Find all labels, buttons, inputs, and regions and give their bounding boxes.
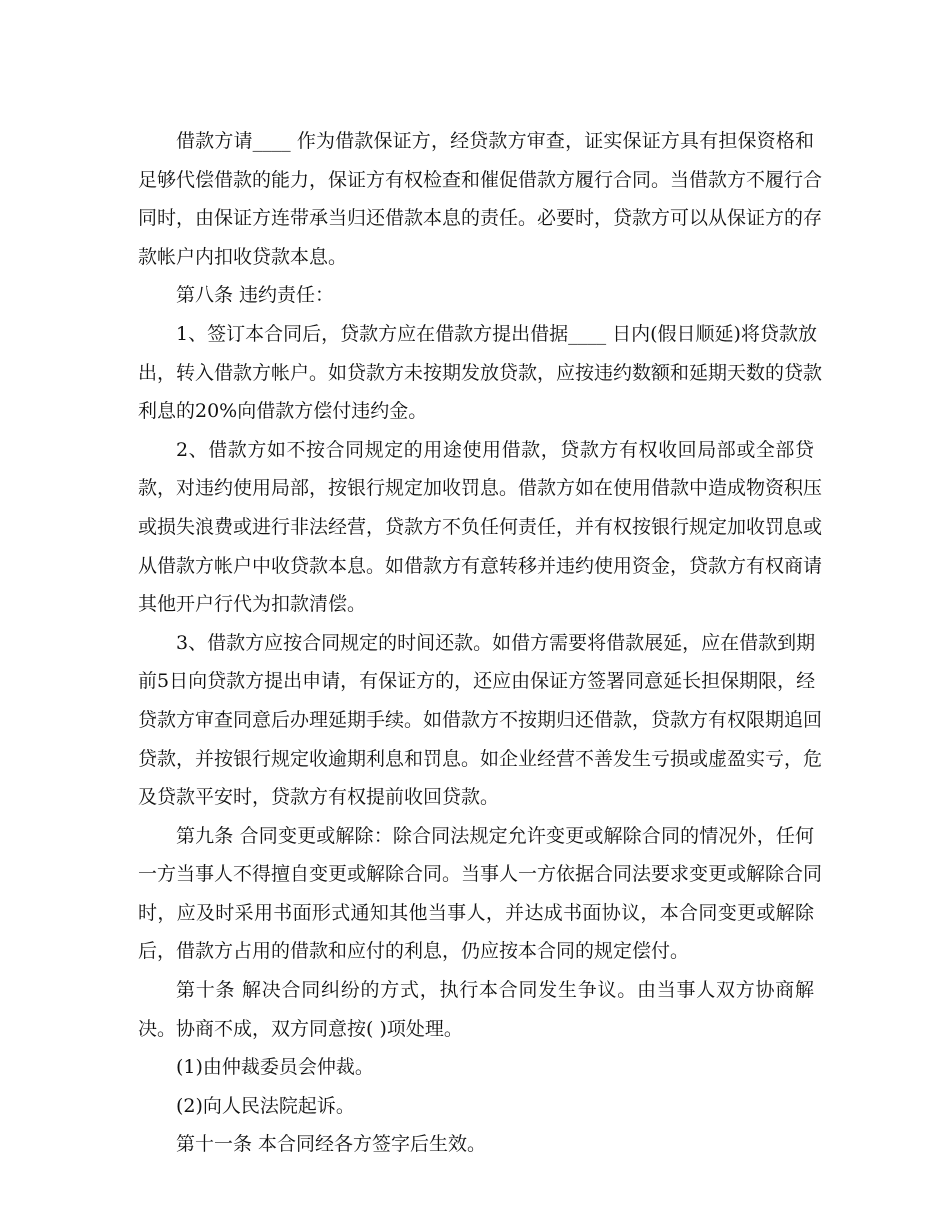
article-10-option-1: (1)由仲裁委员会仲裁。: [176, 1056, 374, 1079]
paragraph-guarantor-line: 款帐户内扣收贷款本息。: [138, 245, 348, 268]
article-9-line: 时，应及时采用书面形式通知其他当事人，并达成书面协议，本合同变更或解除: [138, 901, 814, 924]
article-10-line: 第十条 解决合同纠纷的方式，执行本合同发生争议。由当事人双方协商解: [176, 979, 814, 1002]
article-9-line: 一方当事人不得擅自变更或解除合同。当事人一方依据合同法要求变更或解除合同: [138, 863, 823, 886]
article-9-line: 第九条 合同变更或解除：除合同法规定允许变更或解除合同的情况外，任何: [176, 824, 814, 847]
article-8-item-2-line: 从借款方帐户中收贷款本息。如借款方有意转移并违约使用资金，贷款方有权商请: [138, 554, 823, 577]
paragraph-guarantor-line: 同时，由保证方连带承当归还借款本息的责任。必要时，贷款方可以从保证方的存: [138, 207, 823, 230]
article-8-item-3-line: 前5日向贷款方提出申请，有保证方的，还应由保证方签署同意延长担保期限，经: [138, 670, 816, 693]
article-8-item-3-line: 及贷款平安时，贷款方有权提前收回贷款。: [138, 786, 500, 809]
article-8-item-3-line: 贷款，并按银行规定收逾期利息和罚息。如企业经营不善发生亏损或虚盈实亏，危: [138, 747, 823, 770]
article-8-item-2-line: 或损失浪费或进行非法经营，贷款方不负任何责任，并有权按银行规定加收罚息或: [138, 515, 823, 538]
article-8-heading: 第八条 违约责任：: [176, 284, 335, 307]
article-8-item-1-line: 出，转入借款方帐户。如贷款方未按期发放贷款，应按违约数额和延期天数的贷款: [138, 361, 823, 384]
article-10-line: 决。协商不成，双方同意按( )项处理。: [138, 1017, 463, 1040]
article-8-item-2-line: 款，对违约使用局部，按银行规定加收罚息。借款方如在使用借款中造成物资积压: [138, 477, 823, 500]
article-11-line: 第十一条 本合同经各方签字后生效。: [176, 1133, 487, 1156]
paragraph-guarantor-line: 足够代偿借款的能力，保证方有权检查和催促借款方履行合同。当借款方不履行合: [138, 168, 823, 191]
article-8-item-2-line: 其他开户行代为扣款清偿。: [138, 593, 367, 616]
article-8-item-3-line: 3、借款方应按合同规定的时间还款。如借方需要将借款展延，应在借款到期: [176, 631, 816, 654]
article-9-line: 后，借款方占用的借款和应付的利息，仍应按本合同的规定偿付。: [138, 940, 690, 963]
contract-body: [138, 122, 823, 1164]
article-10-option-2: (2)向人民法院起诉。: [176, 1094, 355, 1117]
article-8-item-1-line: 利息的20%向借款方偿付违约金。: [138, 400, 428, 423]
article-8-item-3-line: 贷款方审查同意后办理延期手续。如借款方不按期归还借款，贷款方有权限期追回: [138, 708, 823, 731]
article-8-item-1-line: 1、签订本合同后，贷款方应在借款方提出借据____ 日内(假日顺延)将贷款放: [176, 322, 817, 345]
paragraph-guarantor-line: 借款方请____ 作为借款保证方，经贷款方审查，证实保证方具有担保资格和: [176, 130, 814, 152]
article-8-item-2-line: 2、借款方如不按合同规定的用途使用借款，贷款方有权收回局部或全部贷: [176, 438, 814, 461]
